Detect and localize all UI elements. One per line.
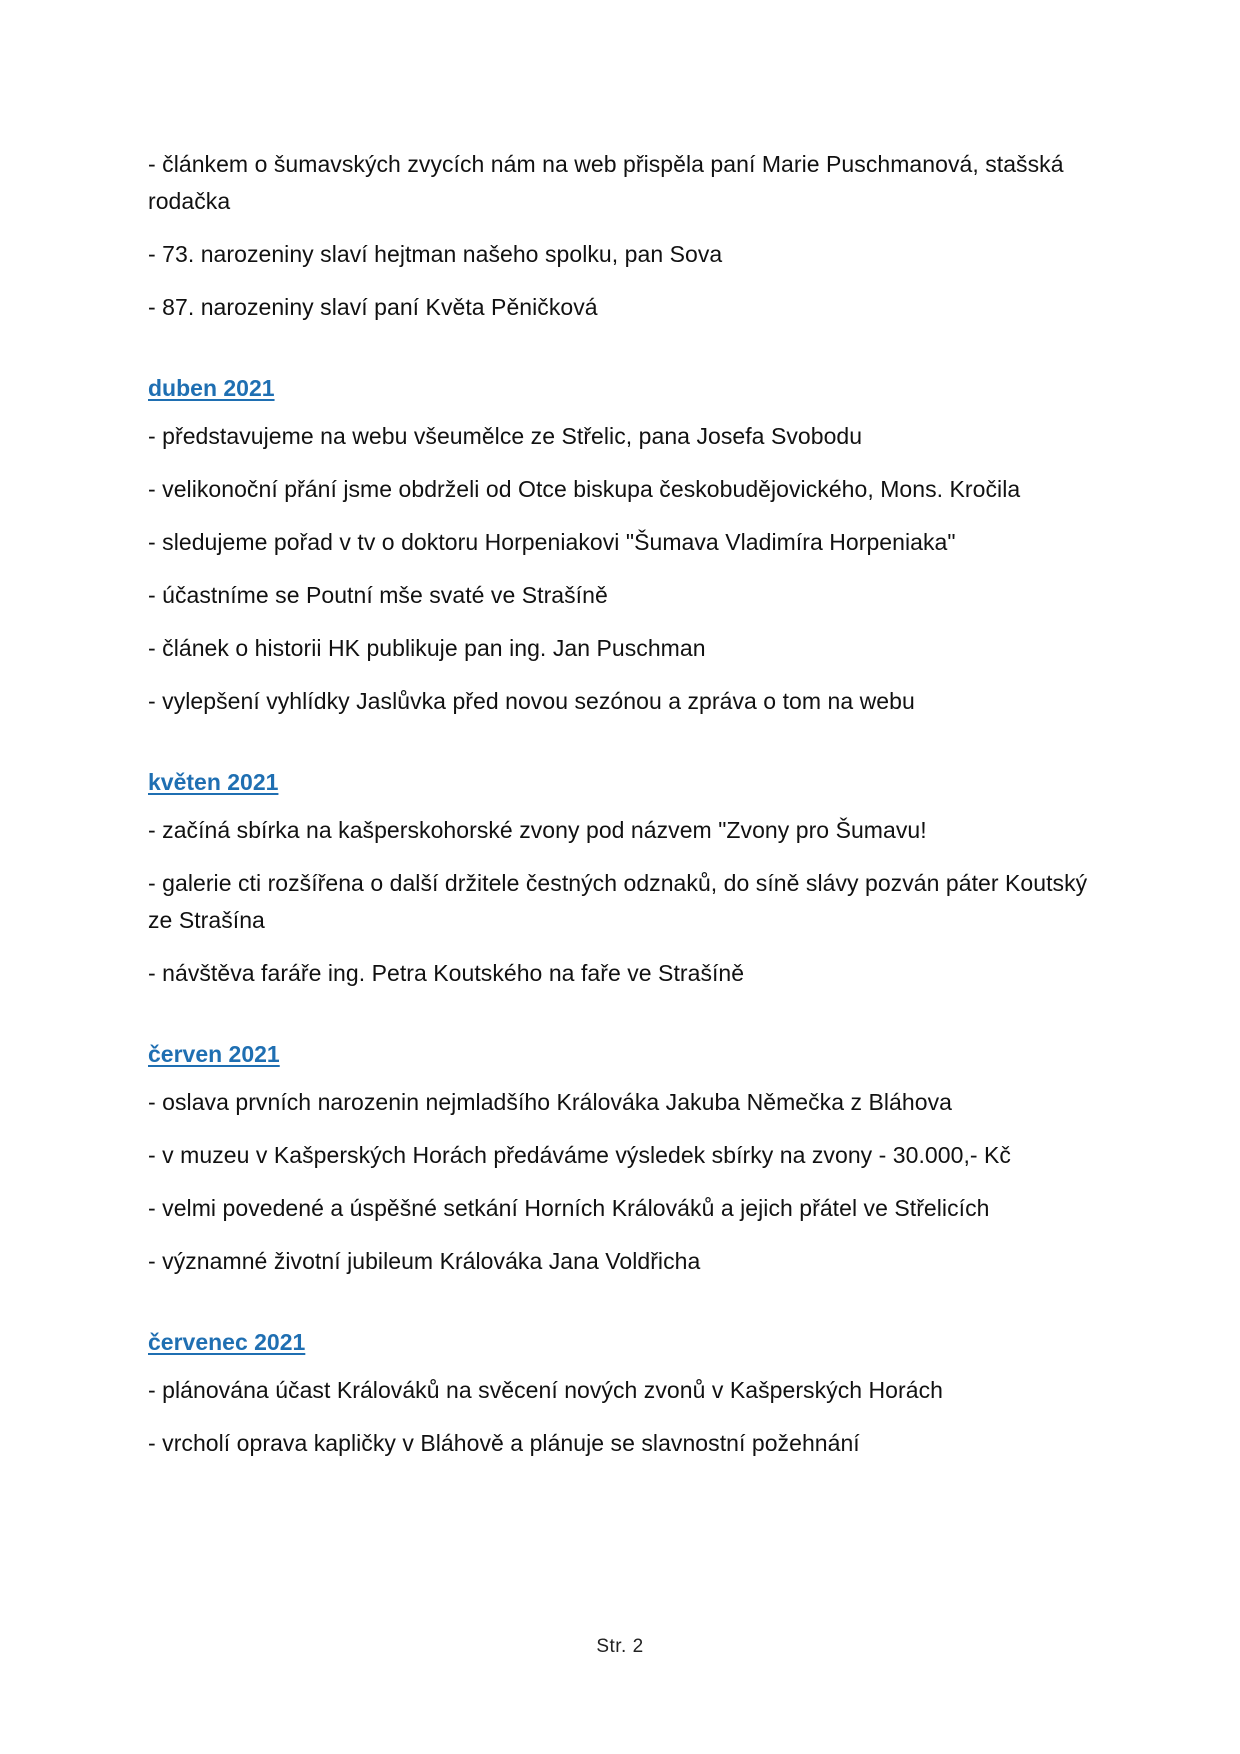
section-heading-link[interactable]: duben 2021 (148, 375, 275, 401)
list-item: - článek o historii HK publikuje pan ing. Jan Puschman (148, 635, 706, 661)
list-item: - sledujeme pořad v tv o doktoru Horpeniakovi "Šumava Vladimíra Horpeniaka" (148, 529, 956, 555)
section-cervenec-2021 (148, 1324, 1108, 1462)
list-item: - velikonoční přání jsme obdrželi od Otce biskupa českobudějovického, Mons. Kročila (148, 476, 1021, 502)
list-item: - významné životní jubileum Králováka Jana Voldřicha (148, 1248, 701, 1274)
section-heading-link[interactable]: červenec 2021 (148, 1329, 306, 1355)
section-heading-link[interactable]: květen 2021 (148, 769, 279, 795)
section-duben-2021 (148, 370, 1108, 720)
list-item: - začíná sbírka na kašperskohorské zvony pod názvem "Zvony pro Šumavu! (148, 817, 927, 843)
list-item: - článkem o šumavských zvycích nám na web přispěla paní Marie Puschmanová, stašská rodačka (148, 151, 1064, 214)
list-item: - účastníme se Poutní mše svaté ve Strašíně (148, 582, 608, 608)
list-item: - galerie cti rozšířena o další držitele čestných odznaků, do síně slávy pozván páter Koutský ze Strašína (148, 870, 1088, 933)
list-item: - 73. narozeniny slaví hejtman našeho spolku, pan Sova (148, 241, 723, 267)
page-number: Str. 2 (596, 1636, 644, 1657)
list-item: - oslava prvních narozenin nejmladšího Králováka Jakuba Němečka z Bláhova (148, 1089, 952, 1115)
section-kveten-2021 (148, 764, 1108, 992)
list-item: - návštěva faráře ing. Petra Koutského na faře ve Strašíně (148, 960, 745, 986)
list-item: - vylepšení vyhlídky Jaslůvka před novou sezónou a zpráva o tom na webu (148, 688, 915, 714)
list-item: - plánována účast Králováků na svěcení nových zvonů v Kašperských Horách (148, 1377, 943, 1403)
document-page (148, 146, 1108, 1478)
section-heading-link[interactable]: červen 2021 (148, 1041, 280, 1067)
list-item: - představujeme na webu všeumělce ze Střelic, pana Josefa Svobodu (148, 423, 863, 449)
list-item: - v muzeu v Kašperských Horách předáváme výsledek sbírky na zvony - 30.000,- Kč (148, 1142, 1011, 1168)
intro-block (148, 146, 1108, 326)
list-item: - velmi povedené a úspěšné setkání Horních Králováků a jejich přátel ve Střelicích (148, 1195, 990, 1221)
list-item: - 87. narozeniny slaví paní Květa Pěničková (148, 294, 598, 320)
list-item: - vrcholí oprava kapličky v Bláhově a plánuje se slavnostní požehnání (148, 1430, 860, 1456)
section-cerven-2021 (148, 1036, 1108, 1280)
